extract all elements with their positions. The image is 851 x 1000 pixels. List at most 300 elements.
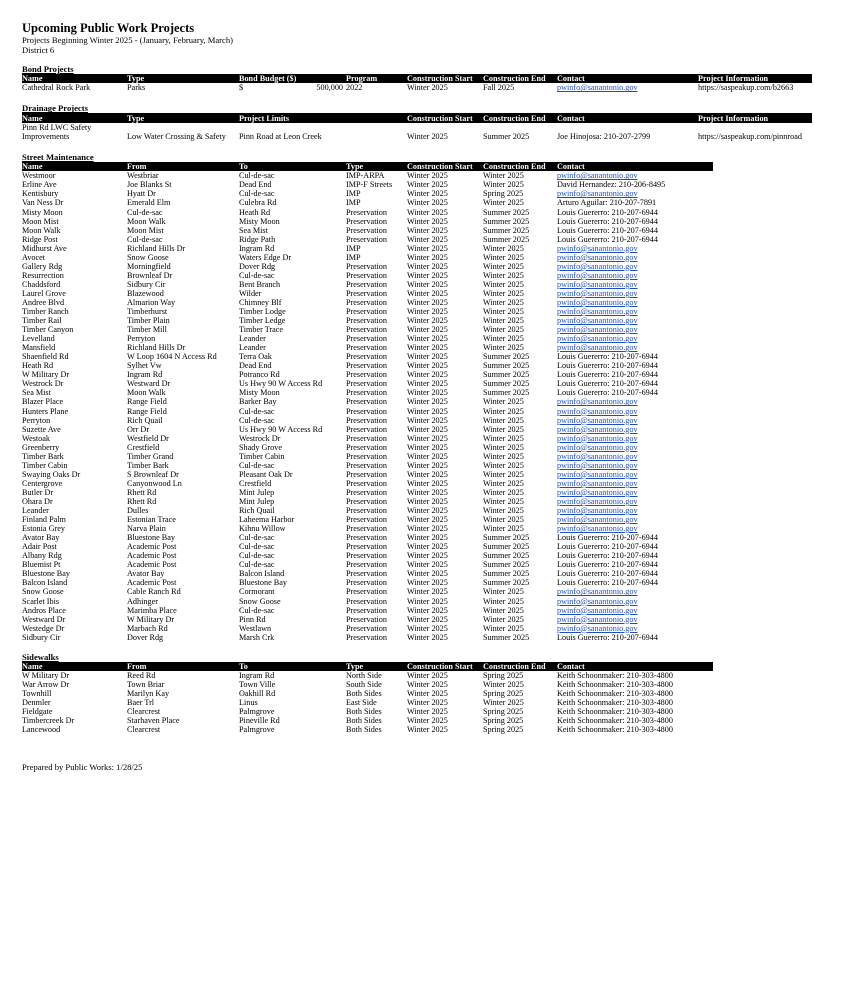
table-row xyxy=(22,606,713,615)
construction-start: Winter 2025 xyxy=(407,469,448,479)
street-column-header: From xyxy=(127,162,239,171)
work-type: IMP xyxy=(346,243,361,253)
table-row xyxy=(22,671,713,680)
street-name: Ohara Dr xyxy=(22,497,53,506)
contact-email-link[interactable]: pwinfo@sanantonio.gov xyxy=(557,524,638,534)
prepared-by-footer: Prepared by Public Works: 1/28/25 xyxy=(22,762,143,773)
construction-start: Winter 2025 xyxy=(407,225,448,235)
table-row xyxy=(22,226,713,235)
to-street: Potranco Rd xyxy=(239,370,280,380)
work-type: Preservation xyxy=(346,225,387,235)
construction-end: Winter 2025 xyxy=(483,171,524,181)
work-type: Preservation xyxy=(346,623,387,633)
construction-start: Winter 2025 xyxy=(407,171,448,181)
street-name: Bluemist Pt xyxy=(22,560,61,570)
contact-email-link[interactable]: pwinfo@sanantonio.gov xyxy=(557,189,638,199)
drainage-column-header: Construction End xyxy=(483,113,557,122)
project-type: Parks xyxy=(127,83,146,93)
from-street: Timber Mill xyxy=(127,325,167,335)
construction-end: Summer 2025 xyxy=(483,361,530,371)
work-type: Preservation xyxy=(346,515,387,525)
contact-email-link[interactable]: pwinfo@sanantonio.gov xyxy=(557,605,638,615)
construction-end: Spring 2025 xyxy=(483,725,524,735)
contact-email-link[interactable]: pwinfo@sanantonio.gov xyxy=(557,497,638,506)
contact: Louis Guererro: 210-207-6944 xyxy=(557,370,658,380)
street-name: Avator Bay xyxy=(22,533,60,543)
contact xyxy=(557,316,713,325)
street-name: Laurel Grove xyxy=(22,288,66,298)
contact-email-link[interactable]: pwinfo@sanantonio.gov xyxy=(557,487,638,497)
contact-email-link[interactable]: pwinfo@sanantonio.gov xyxy=(557,397,638,407)
from-street: Joe Blanks St xyxy=(127,180,172,190)
construction-start: Winter 2025 xyxy=(407,361,448,371)
construction-end: Winter 2025 xyxy=(483,325,524,335)
from-street: Rhett Rd xyxy=(127,487,157,497)
table-row xyxy=(22,597,713,606)
contact xyxy=(557,325,713,334)
contact-email-link[interactable]: pwinfo@sanantonio.gov xyxy=(557,433,638,443)
empty-cell xyxy=(346,132,407,141)
to-street: Leander xyxy=(239,343,266,353)
street-name: Timber Canyon xyxy=(22,325,74,335)
contact-email-link[interactable]: pwinfo@sanantonio.gov xyxy=(557,406,638,416)
construction-start: Winter 2025 xyxy=(407,542,448,552)
to-street: Timber Cabin xyxy=(239,451,285,461)
street-name: Scarlet Ibis xyxy=(22,596,60,606)
contact-email-link[interactable]: pwinfo@sanantonio.gov xyxy=(557,415,638,425)
street-column-header: Construction End xyxy=(483,162,557,171)
contact-email-link[interactable]: pwinfo@sanantonio.gov xyxy=(557,171,638,181)
work-type: Both Sides xyxy=(346,725,382,735)
to-street: Crestfield xyxy=(239,478,272,488)
contact-email-link[interactable]: pwinfo@sanantonio.gov xyxy=(557,325,638,335)
contact: Keith Schoonmaker: 210-303-4800 xyxy=(557,689,673,699)
from-street: Brownleaf Dr xyxy=(127,270,173,280)
contact xyxy=(557,289,713,298)
construction-start: Winter 2025 xyxy=(407,442,448,452)
street-name: Swaying Oaks Dr xyxy=(22,469,81,479)
to-street: Ingram Rd xyxy=(239,671,275,681)
street-name: Misty Moon xyxy=(22,207,63,217)
table-row xyxy=(22,307,713,316)
work-type: Both Sides xyxy=(346,716,382,726)
work-type: IMP xyxy=(346,252,361,262)
from-street: Perryton xyxy=(127,334,156,344)
table-row xyxy=(22,479,713,488)
contact-email-link[interactable]: pwinfo@sanantonio.gov xyxy=(557,288,638,298)
construction-start: Winter 2025 xyxy=(407,379,448,389)
from-street: Adhinger xyxy=(127,596,158,606)
work-type: Preservation xyxy=(346,460,387,470)
table-row xyxy=(22,370,713,379)
construction-end: Summer 2025 xyxy=(483,578,530,588)
contact xyxy=(557,587,713,596)
table-row xyxy=(22,533,713,542)
to-street: Cul-de-sac xyxy=(239,460,275,470)
table-row xyxy=(22,298,713,307)
sidewalks-column-header: Name xyxy=(22,662,127,671)
project-name: Cathedral Rock Park xyxy=(22,83,91,93)
street-name: Resurrection xyxy=(22,270,64,280)
construction-start: Winter 2025 xyxy=(407,506,448,516)
contact-email-link[interactable]: pwinfo@sanantonio.gov xyxy=(557,469,638,479)
from-street: Academic Post xyxy=(127,551,177,561)
contact-email-link[interactable]: pwinfo@sanantonio.gov xyxy=(557,506,638,516)
from-street: Rhett Rd xyxy=(127,497,157,506)
street-name: Adair Post xyxy=(22,542,57,552)
from-street: Sidbury Cir xyxy=(127,279,166,289)
table-row xyxy=(22,707,713,716)
to-street: Cul-de-sac xyxy=(239,605,275,615)
street-name: Kentisbury xyxy=(22,189,59,199)
street-name: Chaddsford xyxy=(22,279,61,289)
table-row xyxy=(22,180,713,189)
construction-start: Winter 2025 xyxy=(407,370,448,380)
construction-start: Winter 2025 xyxy=(407,578,448,588)
street-name: Timber Ranch xyxy=(22,307,69,317)
contact-email-link[interactable]: pwinfo@sanantonio.gov xyxy=(557,261,638,271)
contact-email-link[interactable]: pwinfo@sanantonio.gov xyxy=(557,442,638,452)
table-row xyxy=(22,461,713,470)
contact xyxy=(557,606,713,615)
work-type: Preservation xyxy=(346,442,387,452)
construction-end: Winter 2025 xyxy=(483,415,524,425)
from-street: Westfield Dr xyxy=(127,433,169,443)
from-street: Starhaven Place xyxy=(127,716,180,726)
to-street: Us Hwy 90 W Access Rd xyxy=(239,379,323,389)
work-type: Preservation xyxy=(346,406,387,416)
construction-start: Winter 2025 xyxy=(407,189,448,199)
contact-email-link[interactable]: pwinfo@sanantonio.gov xyxy=(557,334,638,344)
construction-start: Winter 2025 xyxy=(407,83,448,93)
street-name: Timber Cabin xyxy=(22,460,68,470)
contact-email-link[interactable]: pwinfo@sanantonio.gov xyxy=(557,623,638,633)
street-name: Shaenfield Rd xyxy=(22,352,69,362)
street-section-title: Street Maintenance xyxy=(22,151,94,162)
street-name: Bluestone Bay xyxy=(22,569,70,579)
from-street: Moon Walk xyxy=(127,388,166,398)
table-row xyxy=(22,560,713,569)
construction-start: Winter 2025 xyxy=(407,131,448,141)
project-name-continued: Improvements xyxy=(22,131,70,141)
street-name: Leander xyxy=(22,506,49,516)
street-name: Midhurst Ave xyxy=(22,243,67,253)
contact: Louis Guererro: 210-207-6944 xyxy=(557,234,658,244)
from-street: Timber Grand xyxy=(127,451,174,461)
construction-end: Winter 2025 xyxy=(483,469,524,479)
work-type: Preservation xyxy=(346,569,387,579)
table-row xyxy=(22,271,713,280)
contact-email-link[interactable]: pwinfo@sanantonio.gov xyxy=(557,451,638,461)
construction-end: Summer 2025 xyxy=(483,551,530,561)
empty-cell xyxy=(483,123,557,132)
contact xyxy=(557,461,713,470)
contact: Louis Guererro: 210-207-6944 xyxy=(557,207,658,217)
construction-end: Summer 2025 xyxy=(483,542,530,552)
to-street: Linus xyxy=(239,698,258,708)
to-street: Shady Grove xyxy=(239,442,282,452)
construction-start: Winter 2025 xyxy=(407,725,448,735)
contact-email-link[interactable]: pwinfo@sanantonio.gov xyxy=(557,83,638,93)
construction-start: Winter 2025 xyxy=(407,415,448,425)
contact: Louis Guererro: 210-207-6944 xyxy=(557,216,658,226)
project-type: Low Water Crossing & Safety xyxy=(127,131,226,141)
street-name: Westrock Dr xyxy=(22,379,64,389)
project-information: https://saspeakup.com/pinnroad xyxy=(698,131,802,141)
from-street: Timber Plain xyxy=(127,316,170,326)
contact xyxy=(557,334,713,343)
construction-end: Summer 2025 xyxy=(483,569,530,579)
to-street: Dover Rdg xyxy=(239,261,276,271)
bond-header-row xyxy=(22,74,812,83)
construction-start: Winter 2025 xyxy=(407,406,448,416)
contact xyxy=(557,407,713,416)
construction-end: Fall 2025 xyxy=(483,83,515,93)
street-name: Moon Walk xyxy=(22,225,61,235)
to-street: Pinn Rd xyxy=(239,614,266,624)
to-street: Cul-de-sac xyxy=(239,171,275,181)
contact-email-link[interactable]: pwinfo@sanantonio.gov xyxy=(557,243,638,253)
to-street: Palmgrove xyxy=(239,707,275,717)
from-street: Academic Post xyxy=(127,542,177,552)
table-row xyxy=(22,123,812,132)
work-type: Preservation xyxy=(346,397,387,407)
to-street: Mint Julep xyxy=(239,497,275,506)
to-street: Us Hwy 90 W Access Rd xyxy=(239,424,323,434)
to-street: Town Ville xyxy=(239,680,276,690)
work-type: Preservation xyxy=(346,352,387,362)
work-type: South Side xyxy=(346,680,382,690)
contact-email-link[interactable]: pwinfo@sanantonio.gov xyxy=(557,614,638,624)
construction-start: Winter 2025 xyxy=(407,433,448,443)
program-year: 2022 xyxy=(346,83,363,93)
contact-email-link[interactable]: pwinfo@sanantonio.gov xyxy=(557,424,638,434)
project-name: Pinn Rd LWC Safety xyxy=(22,122,92,132)
table-row xyxy=(22,280,713,289)
drainage-section-title: Drainage Projects xyxy=(22,103,88,114)
construction-start: Winter 2025 xyxy=(407,524,448,534)
contact-email-link[interactable]: pwinfo@sanantonio.gov xyxy=(557,270,638,280)
construction-end: Winter 2025 xyxy=(483,605,524,615)
construction-end: Winter 2025 xyxy=(483,397,524,407)
construction-start: Winter 2025 xyxy=(407,632,448,642)
from-street: Richland Hills Dr xyxy=(127,243,186,253)
contact-email-link[interactable]: pwinfo@sanantonio.gov xyxy=(557,279,638,289)
to-street: Snow Goose xyxy=(239,596,281,606)
from-street: Cul-de-sac xyxy=(127,234,163,244)
construction-start: Winter 2025 xyxy=(407,252,448,262)
to-street: Timber Trace xyxy=(239,325,284,335)
project-information: https://saspeakup.com/b2663 xyxy=(698,83,794,93)
construction-start: Winter 2025 xyxy=(407,388,448,398)
to-street: Misty Moon xyxy=(239,216,280,226)
empty-cell xyxy=(239,123,346,132)
from-street: Avator Bay xyxy=(127,569,165,579)
contact xyxy=(557,280,713,289)
table-row xyxy=(22,343,713,352)
bond-projects-table xyxy=(22,74,812,92)
drainage-projects-table xyxy=(22,113,812,140)
contact xyxy=(557,271,713,280)
table-row xyxy=(22,470,713,479)
from-street: W Military Dr xyxy=(127,614,175,624)
construction-start: Winter 2025 xyxy=(407,460,448,470)
to-street: Wilder xyxy=(239,288,262,298)
street-name: Fieldgate xyxy=(22,707,53,717)
contact: Keith Schoonmaker: 210-303-4800 xyxy=(557,680,673,690)
from-street: Cable Ranch Rd xyxy=(127,587,181,597)
to-street: Laheema Harbor xyxy=(239,515,295,525)
from-street: Baer Trl xyxy=(127,698,155,708)
from-street: Rich Quail xyxy=(127,415,163,425)
table-row xyxy=(22,352,713,361)
contact xyxy=(557,189,713,198)
work-type: Preservation xyxy=(346,524,387,534)
to-street: Cul-de-sac xyxy=(239,406,275,416)
street-name: Andros Place xyxy=(22,605,66,615)
construction-end: Summer 2025 xyxy=(483,388,530,398)
construction-end: Summer 2025 xyxy=(483,370,530,380)
contact: Louis Guererro: 210-207-6944 xyxy=(557,361,658,371)
work-type: Preservation xyxy=(346,451,387,461)
street-column-header: To xyxy=(239,162,346,171)
contact xyxy=(557,434,713,443)
construction-start: Winter 2025 xyxy=(407,288,448,298)
construction-start: Winter 2025 xyxy=(407,270,448,280)
construction-start: Winter 2025 xyxy=(407,478,448,488)
street-name: Hunters Plane xyxy=(22,406,69,416)
work-type: Preservation xyxy=(346,578,387,588)
contact-email-link[interactable]: pwinfo@sanantonio.gov xyxy=(557,316,638,326)
contact: Louis Guererro: 210-207-6944 xyxy=(557,578,658,588)
construction-start: Winter 2025 xyxy=(407,279,448,289)
work-type: East Side xyxy=(346,698,377,708)
page-title: Upcoming Public Work Projects xyxy=(22,21,195,35)
contact-email-link[interactable]: pwinfo@sanantonio.gov xyxy=(557,587,638,597)
from-street: Ingram Rd xyxy=(127,370,163,380)
to-street: Cul-de-sac xyxy=(239,533,275,543)
table-row xyxy=(22,262,713,271)
construction-start: Winter 2025 xyxy=(407,497,448,506)
table-row xyxy=(22,497,713,506)
table-row xyxy=(22,698,713,707)
contact-email-link[interactable]: pwinfo@sanantonio.gov xyxy=(557,343,638,353)
contact-email-link[interactable]: pwinfo@sanantonio.gov xyxy=(557,252,638,262)
drainage-column-header: Project Limits xyxy=(239,113,346,122)
street-name: Butler Dr xyxy=(22,487,54,497)
contact: Louis Guererro: 210-207-6944 xyxy=(557,379,658,389)
work-type: Preservation xyxy=(346,605,387,615)
work-type: IMP-ARPA xyxy=(346,171,385,181)
empty-cell xyxy=(127,123,239,132)
to-street: Terra Oak xyxy=(239,352,272,362)
from-street: W Loop 1604 N Access Rd xyxy=(127,352,217,362)
bond-column-header: Contact xyxy=(557,74,698,83)
from-street: Almarion Way xyxy=(127,297,176,307)
contact: Keith Schoonmaker: 210-303-4800 xyxy=(557,725,673,735)
construction-end: Winter 2025 xyxy=(483,316,524,326)
construction-start: Winter 2025 xyxy=(407,533,448,543)
contact xyxy=(557,397,713,406)
street-name: Denmler xyxy=(22,698,51,708)
sidewalks-column-header: Type xyxy=(346,662,407,671)
contact: Arturo Aguilar: 210-207-7891 xyxy=(557,198,657,208)
street-name: Timber Rail xyxy=(22,316,62,326)
from-street: Range Field xyxy=(127,397,167,407)
work-type: Preservation xyxy=(346,560,387,570)
bond-column-header: Program xyxy=(346,74,407,83)
from-street: Range Field xyxy=(127,406,167,416)
construction-end: Winter 2025 xyxy=(483,524,524,534)
to-street: Dead End xyxy=(239,180,272,190)
construction-end: Winter 2025 xyxy=(483,487,524,497)
contact: Louis Guererro: 210-207-6944 xyxy=(557,560,658,570)
contact-email-link[interactable]: pwinfo@sanantonio.gov xyxy=(557,297,638,307)
construction-end: Winter 2025 xyxy=(483,623,524,633)
construction-end: Spring 2025 xyxy=(483,671,524,681)
street-name: Townhill xyxy=(22,689,52,699)
work-type: Preservation xyxy=(346,361,387,371)
contact xyxy=(557,615,713,624)
work-type: Preservation xyxy=(346,270,387,280)
from-street: Reed Rd xyxy=(127,671,156,681)
construction-start: Winter 2025 xyxy=(407,198,448,208)
empty-cell xyxy=(346,123,407,132)
contact-email-link[interactable]: pwinfo@sanantonio.gov xyxy=(557,515,638,525)
contact-email-link[interactable]: pwinfo@sanantonio.gov xyxy=(557,307,638,317)
construction-start: Winter 2025 xyxy=(407,216,448,226)
contact: Keith Schoonmaker: 210-303-4800 xyxy=(557,716,673,726)
construction-end: Summer 2025 xyxy=(483,225,530,235)
construction-end: Winter 2025 xyxy=(483,433,524,443)
district-label: District 6 xyxy=(22,45,55,55)
construction-start: Winter 2025 xyxy=(407,334,448,344)
to-street: Bluestone Bay xyxy=(239,578,287,588)
contact xyxy=(557,624,713,633)
from-street: Cul-de-sac xyxy=(127,207,163,217)
contact-email-link[interactable]: pwinfo@sanantonio.gov xyxy=(557,460,638,470)
table-row xyxy=(22,83,812,92)
construction-start: Winter 2025 xyxy=(407,680,448,690)
street-name: Finland Palm xyxy=(22,515,66,525)
to-street: Heath Rd xyxy=(239,207,271,217)
table-row xyxy=(22,680,713,689)
construction-end: Winter 2025 xyxy=(483,343,524,353)
from-street: Marbach Rd xyxy=(127,623,168,633)
street-name: Levelland xyxy=(22,334,55,344)
table-row xyxy=(22,452,713,461)
street-column-header: Name xyxy=(22,162,127,171)
sidewalks-table xyxy=(22,662,713,735)
street-name: Greenberry xyxy=(22,442,60,452)
table-row xyxy=(22,624,713,633)
bond-budget xyxy=(239,83,346,92)
drainage-column-header: Project Information xyxy=(698,113,812,122)
contact-email-link[interactable]: pwinfo@sanantonio.gov xyxy=(557,478,638,488)
construction-start: Winter 2025 xyxy=(407,551,448,561)
construction-end: Winter 2025 xyxy=(483,680,524,690)
construction-start: Winter 2025 xyxy=(407,234,448,244)
to-street: Cul-de-sac xyxy=(239,542,275,552)
construction-end: Winter 2025 xyxy=(483,506,524,516)
from-street: Emerald Elm xyxy=(127,198,171,208)
from-street: Morningfield xyxy=(127,261,171,271)
from-street: Clearcrest xyxy=(127,725,161,735)
contact-email-link[interactable]: pwinfo@sanantonio.gov xyxy=(557,596,638,606)
work-type: IMP-F Streets xyxy=(346,180,393,190)
to-street: Pineville Rd xyxy=(239,716,280,726)
street-name: Westedge Dr xyxy=(22,623,65,633)
